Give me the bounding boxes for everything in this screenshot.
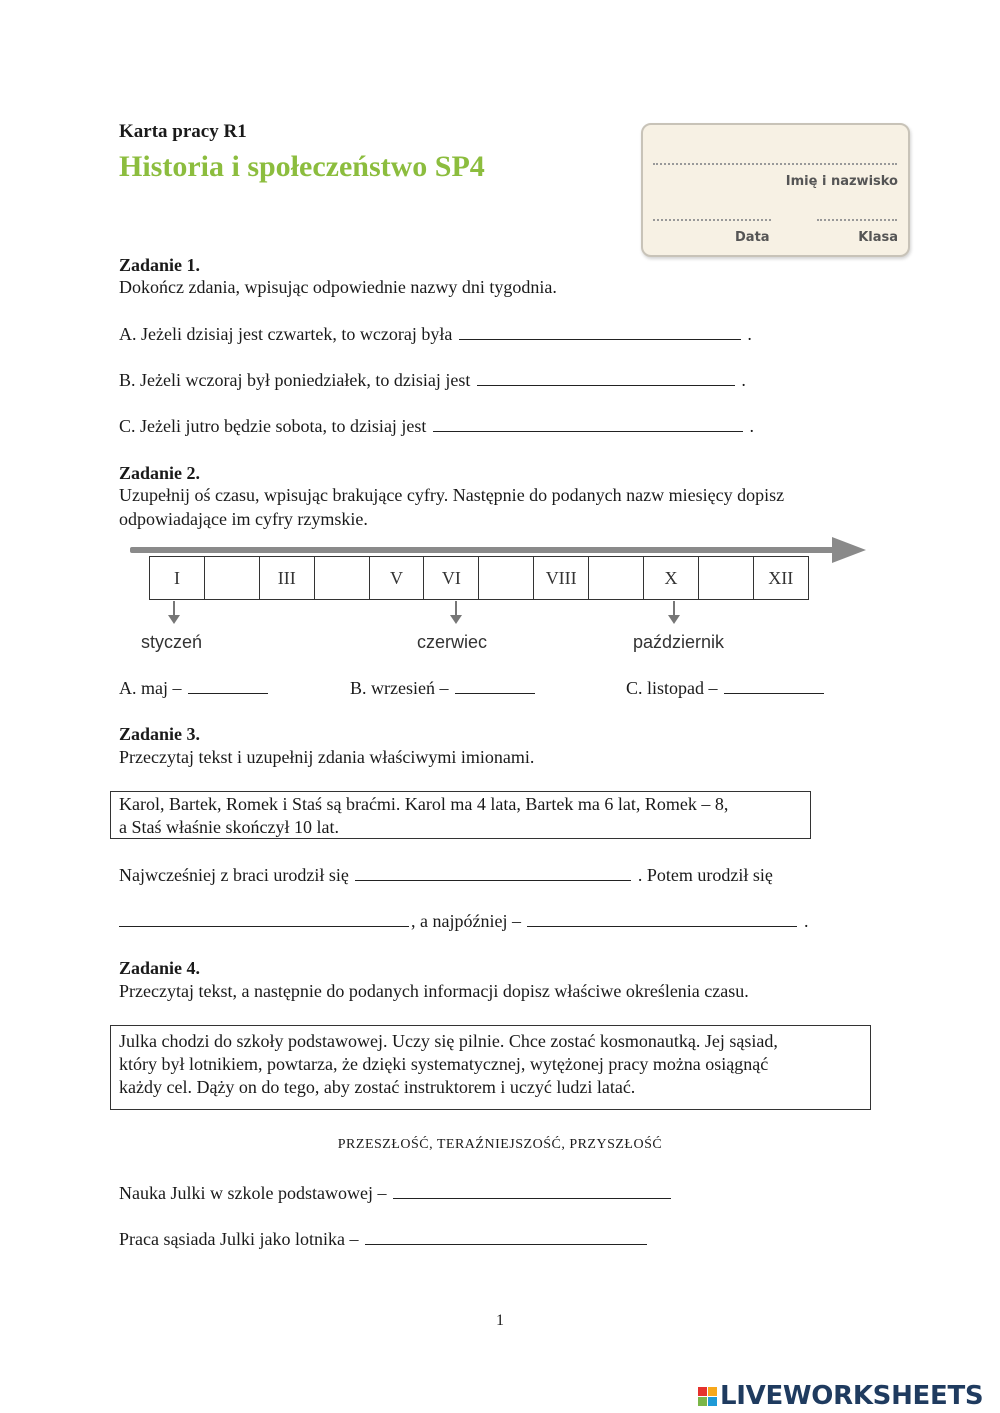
task3-heading: Zadanie 3. <box>119 724 201 744</box>
task3-last-brother-answer[interactable] <box>527 910 797 927</box>
liveworksheets-logo-icon <box>698 1387 717 1406</box>
task4-box-line3: każdy cel. Dąży on do tego, aby zostać instruktorem i uczyć ludzi latać. <box>119 1077 636 1097</box>
task1-instruction: Dokończ zdania, wpisując odpowiednie nazwy dni tygodnia. <box>119 277 557 297</box>
task2-b-answer[interactable] <box>455 677 535 694</box>
task3-box-line1: Karol, Bartek, Romek i Staś są braćmi. Karol ma 4 lata, Bartek ma 6 lat, Romek – 8, <box>119 794 729 814</box>
logo-square <box>708 1387 717 1396</box>
timeline-cell: V <box>370 557 425 600</box>
worksheet-title: Historia i społeczeństwo SP4 <box>119 150 485 183</box>
month-label-june: czerwiec <box>417 632 488 652</box>
task1-b-end: . <box>741 370 746 390</box>
task3-sentence1 <box>119 864 773 886</box>
logo-square <box>708 1397 717 1406</box>
task2-c-text: C. listopad – <box>626 678 718 698</box>
timeline-cell-blank[interactable] <box>699 557 754 600</box>
task3-s1-start: Najwcześniej z braci urodził się <box>119 865 349 885</box>
task1-line-b <box>119 369 746 391</box>
logo-square <box>698 1387 707 1396</box>
timeline-cell-blank[interactable] <box>315 557 370 600</box>
task4-instruction: Przeczytaj tekst, a następnie do podanych informacji dopisz właściwe określenia czasu. <box>119 981 749 1001</box>
task4-q2-text: Praca sąsiada Julki jako lotnika – <box>119 1229 359 1249</box>
task2-instruction-line2: odpowiadające im cyfry rzymskie. <box>119 509 368 529</box>
class-dotted-line[interactable] <box>817 219 897 221</box>
task2-answer-b <box>350 677 537 699</box>
task2-instruction-line1: Uzupełnij oś czasu, wpisując brakujące cyfry. Następnie do podanych nazw miesięcy dopisz <box>119 485 785 505</box>
task1-c-end: . <box>749 416 754 436</box>
task3-box-line2: a Staś właśnie skończył 10 lat. <box>119 817 339 837</box>
task4-q1-text: Nauka Julki w szkole podstawowej – <box>119 1183 387 1203</box>
name-date-class-box <box>641 123 910 257</box>
timeline-axis <box>130 547 836 553</box>
task4-q1-answer[interactable] <box>393 1182 671 1199</box>
task1-b-text: B. Jeżeli wczoraj był poniedziałek, to dzisiaj jest <box>119 370 471 390</box>
task4-time-options: PRZESZŁOŚĆ, TERAŹNIEJSZOŚĆ, PRZYSZŁOŚĆ <box>337 1137 663 1152</box>
task1-c-answer[interactable] <box>433 415 743 432</box>
timeline-cell: I <box>150 557 205 600</box>
arrow-down-icon <box>673 601 675 619</box>
task3-first-brother-answer[interactable] <box>355 864 631 881</box>
task2-answer-a <box>119 677 270 699</box>
task4-heading: Zadanie 4. <box>119 958 201 978</box>
task3-s1-end: . Potem urodził się <box>637 865 773 885</box>
date-dotted-line[interactable] <box>653 219 771 221</box>
task3-text-box <box>110 791 811 839</box>
logo-square <box>698 1397 707 1406</box>
timeline <box>130 537 870 657</box>
liveworksheets-wordmark: LIVEWORKSHEETS <box>720 1381 984 1411</box>
task1-b-answer[interactable] <box>477 369 735 386</box>
task2-a-text: A. maj – <box>119 678 182 698</box>
date-label: Data <box>735 230 770 245</box>
task3-sentence2 <box>119 910 808 932</box>
timeline-cells <box>149 556 809 600</box>
worksheet-subtitle: Karta pracy R1 <box>119 121 247 142</box>
timeline-cell: X <box>644 557 699 600</box>
timeline-cell: VIII <box>534 557 589 600</box>
name-label: Imię i nazwisko <box>785 174 898 189</box>
task3-s2-end: . <box>803 911 809 931</box>
task3-instruction: Przeczytaj tekst i uzupełnij zdania właściwymi imionami. <box>119 747 535 767</box>
timeline-cell: III <box>260 557 315 600</box>
page-number: 1 <box>496 1312 504 1329</box>
task1-c-text: C. Jeżeli jutro będzie sobota, to dzisiaj jest <box>119 416 427 436</box>
task1-line-c <box>119 415 754 437</box>
task4-box-line2: który był lotnikiem, powtarza, że dzięki systematycznej, wytężonej pracy można osiągnąć <box>119 1054 769 1074</box>
timeline-cell-blank[interactable] <box>205 557 260 600</box>
class-label: Klasa <box>858 230 898 245</box>
timeline-cell-blank[interactable] <box>589 557 644 600</box>
task1-line-a <box>119 323 752 345</box>
task2-b-text: B. wrzesień – <box>350 678 449 698</box>
arrow-down-icon <box>455 601 457 619</box>
task2-c-answer[interactable] <box>724 677 824 694</box>
task3-second-brother-answer[interactable] <box>119 910 409 927</box>
task1-a-end: . <box>747 324 752 344</box>
task4-q2-answer[interactable] <box>365 1228 647 1245</box>
task4-text-box <box>110 1025 871 1110</box>
arrow-down-icon <box>173 601 175 619</box>
timeline-cell: VI <box>424 557 479 600</box>
task4-question2 <box>119 1228 649 1250</box>
liveworksheets-logo <box>698 1381 983 1411</box>
task2-answer-c <box>626 677 826 699</box>
month-label-january: styczeń <box>141 632 203 652</box>
name-dotted-line[interactable] <box>653 163 897 165</box>
timeline-cell: XII <box>754 557 809 600</box>
timeline-cell-blank[interactable] <box>479 557 534 600</box>
task2-heading: Zadanie 2. <box>119 463 201 483</box>
task4-question1 <box>119 1182 673 1204</box>
task2-a-answer[interactable] <box>188 677 268 694</box>
task1-heading: Zadanie 1. <box>119 255 201 275</box>
timeline-arrow-icon <box>832 537 866 563</box>
task4-box-line1: Julka chodzi do szkoły podstawowej. Uczy się pilnie. Chce zostać kosmonautką. Jej sąsiad, <box>119 1031 778 1051</box>
task1-a-answer[interactable] <box>459 323 741 340</box>
task3-s2-mid: , a najpóźniej – <box>411 911 521 931</box>
month-label-october: październik <box>633 632 725 652</box>
task1-a-text: A. Jeżeli dzisiaj jest czwartek, to wczoraj była <box>119 324 453 344</box>
